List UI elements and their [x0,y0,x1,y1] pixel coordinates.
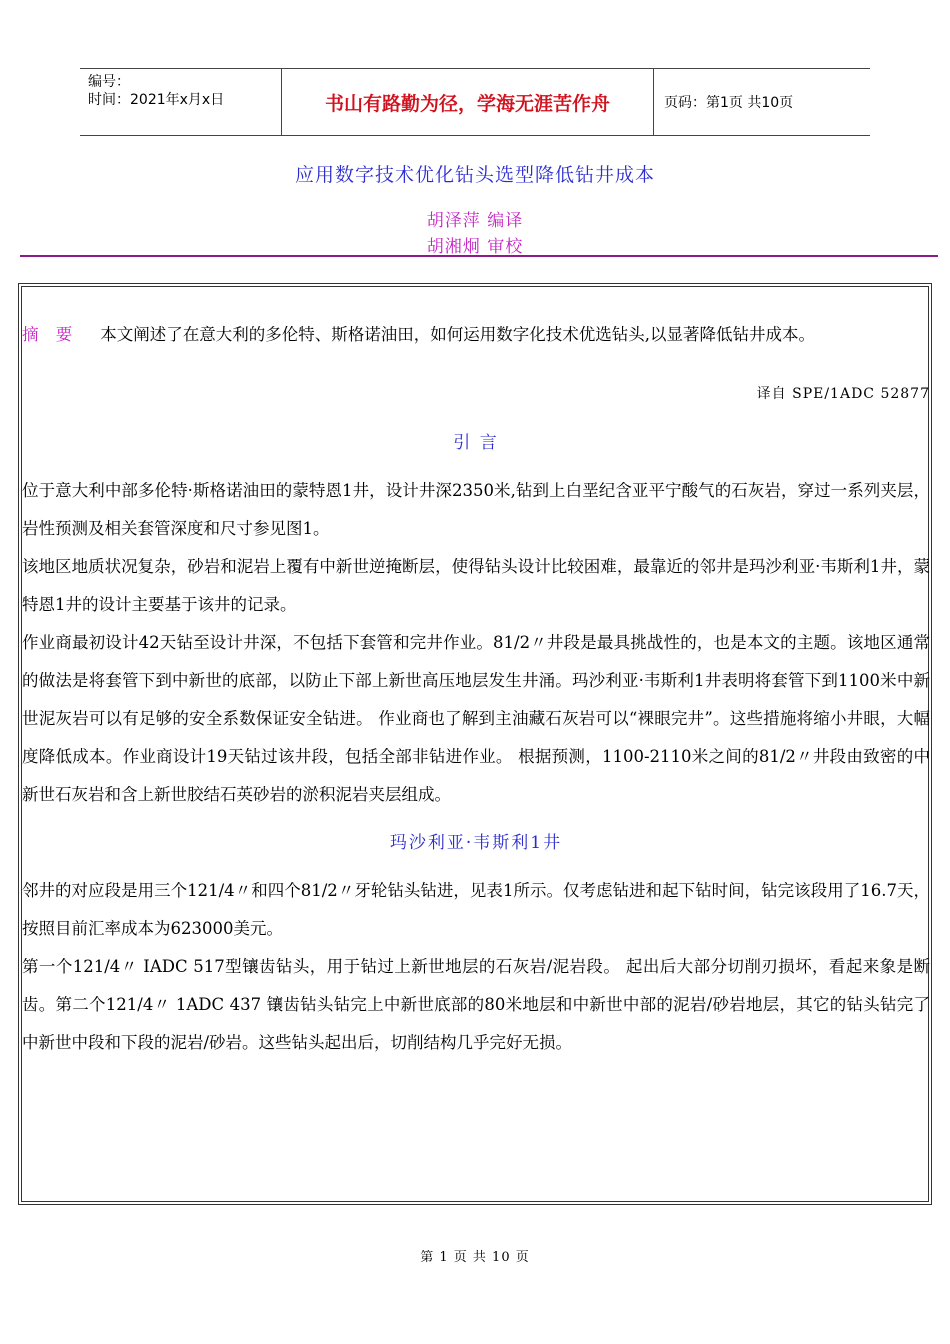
header-page-cell [654,69,870,135]
motto: 书山有路勤为径，学海无涯苦作舟 [324,92,610,115]
section-heading-offset-well: 玛沙利亚·韦斯利1井 [389,833,563,853]
body-content [22,316,930,1062]
paragraph: 作业商最初设计42天钻至设计井深，不包括下套管和完井作业。81/2〃井段是最具挑战性的，也是本文的主题。该地区通常的做法是将套管下到中新世的底部，以防止下部上新世高压地层发生井涌。玛沙利亚·韦斯利1井表明将套管下到1100米中新世泥灰岩可以有足够的安全系数保证安全钻进。 作业商也了解到主油藏石灰岩可以“裸眼完井”。这些措施将缩小井眼，大幅度降低成本。作业商设计19天钻过该井段，包括全部非钻进作业。 根据预测，1100-2110米之间的81/2〃井段由致密的中新世石灰岩和含上新世胶结石英砂岩的淤积泥岩夹层组成。 [22,633,930,804]
header-table [80,68,870,136]
number-label: 编号： [88,74,130,90]
header-motto-cell [281,69,654,135]
section-heading-introduction: 引 言 [453,433,499,453]
paragraph: 该地区地质状况复杂，砂岩和泥岩上覆有中新世逆掩断层，使得钻头设计比较困难，最靠近的邻井是玛沙利亚·韦斯利1井，蒙特恩1井的设计主要基于该井的记录。 [22,557,930,614]
title-divider [20,255,938,257]
document-title: 应用数字技术优化钻头选型降低钻井成本 [294,164,655,186]
translator-line: 胡泽萍 编译 [426,211,524,231]
page-footer: 第 1 页 共 10 页 [420,1250,530,1265]
header-meta-cell [80,69,281,135]
reviewer-line: 胡湘炯 审校 [426,237,524,257]
time-label: 时间：2021年x月x日 [88,92,225,108]
paragraph: 邻井的对应段是用三个121/4〃和四个81/2〃牙轮钻头钻进，见表1所示。仅考虑钻进和起下钻时间，钻完该段用了16.7天，按照目前汇率成本为623000美元。 [22,881,930,938]
source-citation: 译自 SPE/1ADC 52877 [756,386,930,402]
paragraph: 第一个121/4〃 IADC 517型镶齿钻头，用于钻过上新世地层的石灰岩/泥岩段。 起出后大部分切削刃损坏，看起来象是断齿。第二个121/4〃 1ADC 437 镶齿钻头钻完上中新世底部的80米地层和中新世中部的泥岩/砂岩地层，其它的钻头钻完了中新世中段和下段的泥岩/砂岩。这些钻头起出后，切削结构几乎完好无损。 [22,957,930,1052]
paragraph: 位于意大利中部多伦特·斯格诺油田的蒙特恩1井，设计井深2350米,钻到上白垩纪含亚平宁酸气的石灰岩，穿过一系列夹层，岩性预测及相关套管深度和尺寸参见图1。 [22,481,930,538]
abstract-label: 摘 要 [22,325,79,344]
abstract-paragraph [22,316,930,354]
abstract-text: 本文阐述了在意大利的多伦特、斯格诺油田，如何运用数字化技术优选钻头,以显著降低钻井成本。 [100,325,815,344]
page-info: 页码：第1页 共10页 [664,95,794,111]
